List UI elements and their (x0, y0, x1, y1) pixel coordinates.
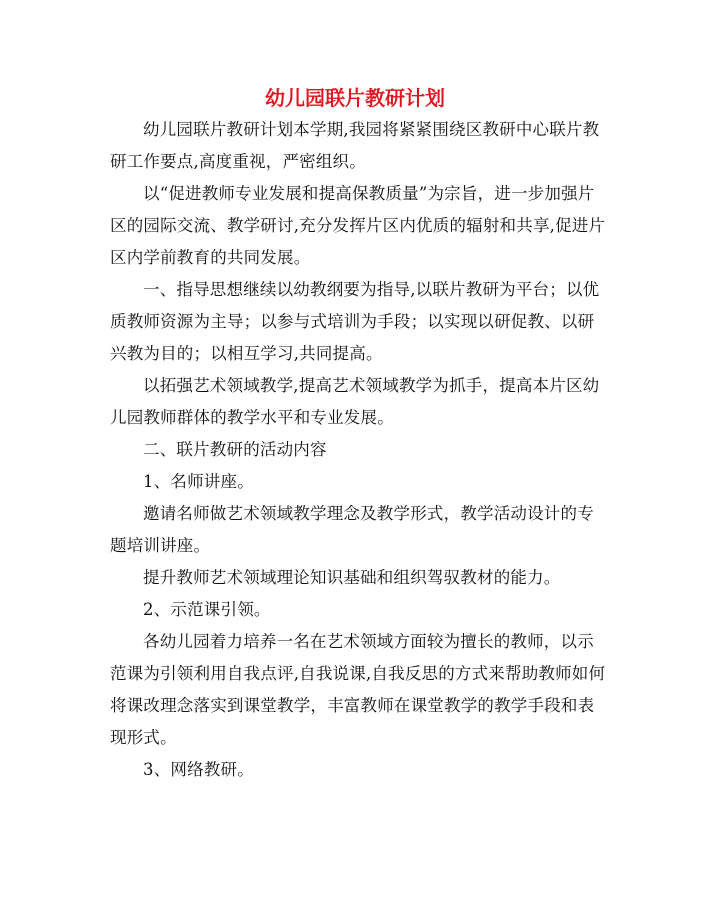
paragraph: 以“促进教师专业发展和提高保教质量”为宗旨，进一步加强片区的园际交流、教学研讨,充分发挥片区内优质的辐射和共享,促进片区内学前教育的共同发展。 (110, 184, 606, 267)
subsection-heading: 1、名师讲座。 (143, 472, 254, 491)
paragraph: 提升教师艺术领域理论知识基础和组织驾驭教材的能力。 (143, 568, 561, 587)
subsection-heading: 3、网络教研。 (143, 760, 254, 779)
paragraph: 各幼儿园着力培养一名在艺术领域方面较为擅长的教师，以示范课为引领利用自我点评,自我说课,自我反思的方式来帮助教师如何将课改理念落实到课堂教学，丰富教师在课堂教学的教学手段和表现形式。 (110, 632, 606, 747)
paragraph: 幼儿园联片教研计划本学期,我园将紧紧围绕区教研中心联片教研工作要点,高度重视，严密组织。 (110, 120, 600, 171)
paragraph: 一、指导思想继续以幼教纲要为指导,以联片教研为平台；以优质教师资源为主导；以参与式培训为手段；以实现以研促教、以研兴教为目的；以相互学习,共同提高。 (110, 280, 600, 363)
paragraph: 以拓强艺术领域教学,提高艺术领域教学为抓手，提高本片区幼儿园教师群体的教学水平和专业发展。 (110, 376, 600, 427)
paragraph: 邀请名师做艺术领域教学理念及教学形式，教学活动设计的专题培训讲座。 (110, 504, 594, 555)
document-body (110, 114, 608, 786)
section-heading: 二、联片教研的活动内容 (143, 440, 327, 459)
document-title: 幼儿园联片教研计划 (265, 86, 445, 110)
subsection-heading: 2、示范课引领。 (143, 600, 271, 619)
